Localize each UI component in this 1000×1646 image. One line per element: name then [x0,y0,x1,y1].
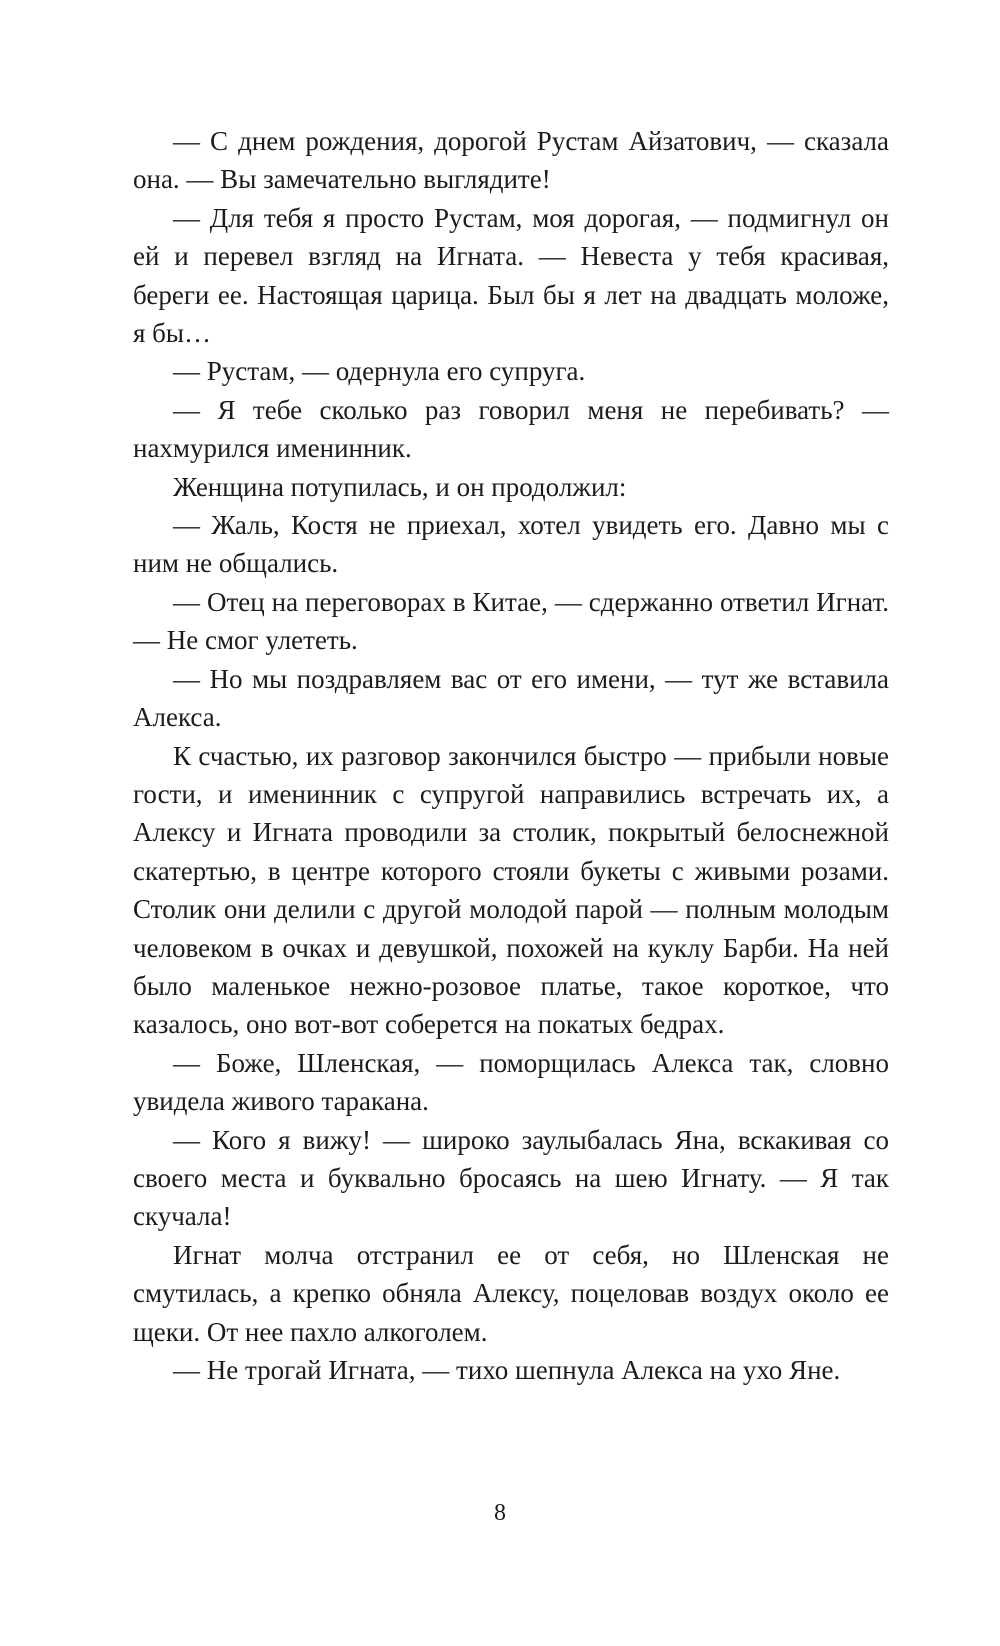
paragraph: — Не трогай Игната, — тихо шепнула Алекса на ухо Яне. [173,1355,841,1385]
page-number: 8 [494,1500,506,1526]
paragraph: — Рустам, — одернула его супруга. [173,356,586,387]
paragraph: Женщина потупилась, и он продолжил: [173,471,627,502]
paragraph: — Жаль, Костя не приехал, хотел увидеть его. Давно мы с ним не общались. [133,510,889,579]
paragraph: К счастью, их разговор закончился быстро — прибыли новые гости, и именинник с супругой направились встречать их, а Алексу и Игната проводили за столик, покрытый белоснежной скатертью, в центре которого стояли букеты с живыми розами. Столик они делили с другой молодой парой — полным молодым человеком в очках и девушкой, похожей на куклу Барби. На ней было маленькое нежно-розовое платье, такое короткое, что казалось, оно вот-вот соберется на покатых бедрах. [133,740,889,1040]
paragraph: — С днем рождения, дорогой Рустам Айзатович, — сказала она. — Вы замечательно выглядите! [133,126,889,195]
paragraph: — Кого я вижу! — широко заулыбалась Яна, вскакивая со своего места и буквально бросаясь на шею Игнату. — Я так скучала! [133,1124,889,1232]
paragraph: — Боже, Шленская, — поморщилась Алекса так, словно увидела живого таракана. [133,1047,889,1117]
body-text [133,122,889,1389]
paragraph: — Отец на переговорах в Китае, — сдержанно ответил Игнат. — Не смог улететь. [133,586,889,656]
paragraph: — Я тебе сколько раз говорил меня не перебивать? — нахмурился именинник. [133,394,889,464]
paragraph: — Для тебя я просто Рустам, моя дорогая, — подмигнул он ей и перевел взгляд на Игната. — Невеста у тебя красивая, береги ее. Настоящая царица. Был бы я лет на двадцать моложе, я бы… [133,202,889,349]
paragraph: Игнат молча отстранил ее от себя, но Шленская не смутилась, а крепко обняла Алексу, поцеловав воздух около ее щеки. От нее пахло алкоголем. [133,1239,889,1347]
paragraph: — Но мы поздравляем вас от его имени, — тут же вставила Алекса. [133,663,889,733]
